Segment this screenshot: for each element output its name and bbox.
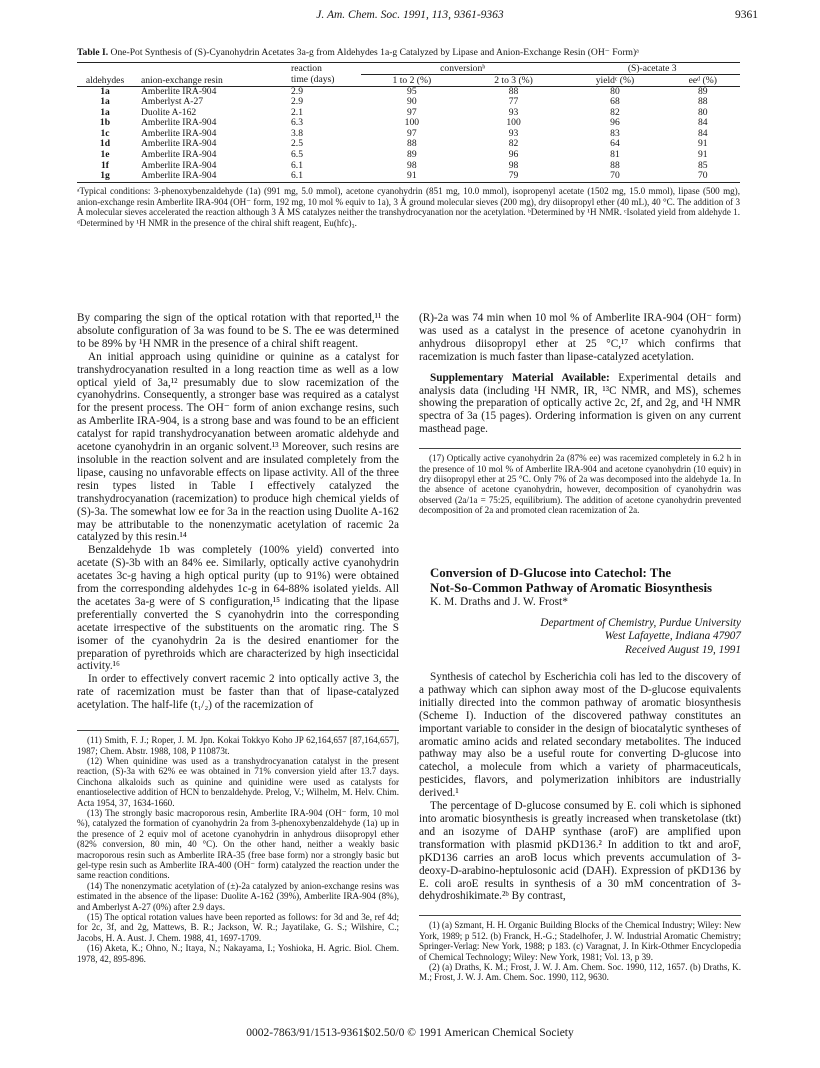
footnote: (2) (a) Draths, K. M.; Frost, J. W. J. Am. Chem. Soc. 1990, 112, 1657. (b) Draths, K. M.; Frost, J. W. J. Am. Chem. Soc. 1990, 112, 9630. [419,961,741,983]
footnote-17 [419,453,741,515]
table-label: Table I. [77,47,109,58]
supplementary-material [419,372,741,437]
table-cell: 88 [508,85,519,97]
table-cell: 91 [697,149,708,161]
table-cell: 88 [610,159,620,171]
table-caption-text: One-Pot Synthesis of (S)-Cyanohydrin Acetates 3a-g from Aldehydes 1a-g Catalyzed by Lipase and Anion-Exchange Resin (OH⁻ Form)ᵃ [110,47,639,58]
col-time: time (days) [291,74,335,86]
table-cell: 84 [697,127,708,139]
table-cell: 96 [508,149,519,161]
table-cell: 1b [99,117,111,129]
table-cell: 6.1 [291,170,303,182]
table-cell: 80 [697,106,708,118]
right-column [419,312,741,983]
table-cell: 98 [508,159,519,171]
table-cell: Amberlite IRA-904 [141,85,217,97]
table-cell: 1a [100,85,110,97]
data-table [77,62,740,183]
article-title [419,566,741,596]
table-cell: 97 [407,127,417,139]
table-cell: Amberlite IRA-904 [141,138,217,150]
table-cell: Amberlite IRA-904 [141,117,217,129]
table-cell: 70 [697,170,708,182]
table-cell: 70 [610,170,620,182]
page-footer: 0002-7863/91/1513-9361$02.50/0 © 1991 American Chemical Society [246,1027,574,1039]
table-cell: 1a [100,96,110,108]
footnotes-right [419,920,741,982]
table-cell: 1d [99,138,111,150]
table-cell: 82 [508,138,519,150]
footnote-rule [419,448,741,449]
table-cell: 77 [508,96,519,108]
table-cell: Amberlite IRA-904 [141,149,217,161]
col-yield: yieldᶜ (%) [595,74,635,86]
col-conversion: conversionᵇ [361,62,564,74]
table-cell: 95 [407,85,417,97]
footnote: (15) The optical rotation values have been reported as follows: for 3d and 3e, ref 4d; for 2c, 3f, and 2g, Mattews, B. R.; Jackson, W. R.; Jayatilake, G. S.; Wilshire, C.; Jacobs, H. A. Aust. J. Chem. 1988, 41, 1697-1709. [77,912,399,943]
table-cell: Amberlyst A-27 [141,96,204,108]
table-cell: Duolite A-162 [141,106,197,118]
supplementary-label: Supplementary Material Available: [430,371,610,384]
footnote: (17) Optically active cyanohydrin 2a (87% ee) was racemized completely in 6.2 h in the presence of 10 mol % of Amberlite IRA-904 and acetone cyanohydrin (10 equiv) in dry diisopropyl ether at 25 °C. Only 7% of 2a was decomposed into the aldehyde 1a. In the absence of acetone cyanohydrin, however, decomposition of cyanohydrin was observed (2a/1a = 75:25, equilibrium). The addition of acetone cyanohydrin prevented decomposition of 2a and promoted clean racemization of 2a. [419,453,741,516]
table-cell: 1e [100,149,110,161]
col-acetate: (S)-acetate 3 [564,62,740,74]
table-row [77,171,740,182]
table-caption [77,47,740,59]
table-cell: 80 [610,85,620,97]
footnote-rule [77,730,399,731]
table-cell: 100 [506,117,521,129]
table-cell: 1a [100,106,110,118]
footnote: (13) The strongly basic macroporous resin, Amberlite IRA-904 (OH⁻ form, 10 mol %), catalyzed the formation of cyanohydrin 2a from 3-phenoxybenzaldehyde (1a) up in the presence of 2 equiv mol of acetone cyanohydrin in anhydrous diisopropyl ether (82% conversion, 80 min, 40 °C). On the other hand, neither a weakly basic macroporous resin such as Amberlite IRA-35 (free base form) nor a strongly basic but gel-type resin such as Amberlite IRA-400 (OH⁻ form) catalyzed the reaction under the same reaction conditions. [77,807,399,881]
table-cell: 2.1 [291,106,303,118]
table-cell: 6.3 [291,117,303,129]
table-cell: 91 [697,138,708,150]
footnote: (1) (a) Szmant, H. H. Organic Building Blocks of the Chemical Industry; Wiley: New York, 1989; p 512. (b) Franck, H.-G.; Stadelhofer, J. W. Industrial Aromatic Chemistry; Springer-Verlag: New York, 1988; p 183. (c) Varagnat, J. In Kirk-Othmer Encyclopedia of Chemical Technology; Wiley: New York, 1981; Vol. 13, p 39. [419,920,741,962]
table-cell: 3.8 [291,127,303,139]
table-cell: 64 [610,138,620,150]
table-cell: Amberlite IRA-904 [141,170,217,182]
table-cell: Amberlite IRA-904 [141,127,217,139]
affiliation-line: Department of Chemistry, Purdue University [540,616,741,629]
table-cell: 89 [697,85,708,97]
footnotes-left [77,735,399,964]
col-conv1: 1 to 2 (%) [392,74,432,86]
table-cell: 79 [508,170,519,182]
table-cell: 93 [508,127,519,139]
table-cell: 88 [407,138,417,150]
table-cell: 91 [407,170,417,182]
table-cell: 1f [101,159,109,171]
footnote: (16) Aketa, K.; Ohno, N.; Itaya, N.; Nakayama, I.; Yoshioka, H. Agric. Biol. Chem. 1978, 42, 895-896. [77,943,399,964]
journal-citation: J. Am. Chem. Soc. 1991, 113, 9361-9363 [316,9,504,21]
article-title-line: Conversion of D-Glucose into Catechol: The [430,565,672,580]
table-cell: 2.9 [291,96,303,108]
table-cell: 98 [407,159,417,171]
col-aldehydes: aldehydes [85,74,125,86]
col-reaction: reaction [291,62,322,74]
body-paragraph: The percentage of D-glucose consumed by E. coli which is siphoned into aromatic biosynthesis is greatly increased when transketolase (tkt) and an isozyme of DAHP synthase (aroF) are amplified upon transformation with plasmid pKD136.² In addition to tkt and aroF, pKD136 carries an aroB locus which prevents accumulation of 3-deoxy-D-arabino-heptulosonic acid (DAH). Expression of pKD136 by E. coli aroE results in synthesis of a 30 mM concentration of 3-dehydroshikimate.²ᵇ By contrast, [419,800,741,903]
table-1 [77,47,740,238]
table-cell: 1g [100,170,110,182]
col-conv2: 2 to 3 (%) [494,74,533,86]
body-paragraph: In order to effectively convert racemic 2 into optically active 3, the rate of racemization must be faster than that of lipase-catalyzed acetylation. The half-life (t₁/₂) of the racemization of [77,673,399,712]
affiliation-line: West Lafayette, Indiana 47907 [604,630,741,642]
table-cell: 2.5 [291,138,303,150]
authors: K. M. Draths and J. W. Frost* [430,595,569,608]
col-ee: eeᵈ (%) [688,74,717,86]
running-header [0,9,820,25]
page-number: 9361 [735,9,758,21]
table-cell: 97 [407,106,417,118]
table-cell: 85 [697,159,708,171]
table-cell: 93 [508,106,519,118]
body-paragraph: Benzaldehyde 1b was completely (100% yield) converted into acetate (S)-3b with an 84% ee. Similarly, optically active cyanohydrin acetates 3c-g having a high optical purity (up to 91%) were obtained from the corresponding aldehydes 1c-g in 64-88% isolated yields. All the acetates 3a-g were of S configuration,¹⁵ indicating that the lipase preferentially converted the S cyanohydrin into the corresponding acetate irrespective of the substituents on the aromatic ring. The S isomer of the cyanohydrin 2a is the desired enantiomer for the preparation of pyrethroids which are characterized by high insecticidal activity.¹⁶ [77,544,399,673]
affiliation [419,617,741,658]
body-paragraph: By comparing the sign of the optical rotation with that reported,¹¹ the absolute configuration of 3a was found to be S. The ee was determined to be 89% by ¹H NMR in the presence of a chiral shift reagent. [77,312,399,350]
left-column [77,312,399,964]
body-paragraph: Synthesis of catechol by Escherichia coli has led to the discovery of a pathway which can siphon away most of the D-glucose equivalents initially directed into the common pathway of aromatic biosynthesis (Scheme I). Induction of the discovered pathway constitutes an important variable to consider in the design of biocatalytic syntheses of aromatic amino acids and related secondary metabolites. The induced pathway may also be a useful route for converting D-glucose into catechol, a molecule from which a variety of pharmaceuticals, pesticides, flavors, and polymerization inhibitors are industrially derived.¹ [419,671,741,800]
table-cell: 81 [610,149,620,161]
table-cell: 88 [697,96,708,108]
table-cell: 90 [407,96,417,108]
table-cell: 6.1 [291,159,303,171]
table-cell: 83 [610,127,620,139]
body-paragraph: An initial approach using quinidine or quinine as a catalyst for transhydrocyanation resulted in a long reaction time as well as a low optical yield of 3a,¹² presumably due to slow racemization of the cyanohydrins. Consequently, a stronger base was required as a catalyst for the present process. The OH⁻ form of anion exchange resins, such as Amberlite IRA-904, is a strong base and was found to be an efficient catalyst for rapid transhydrocyanation between aromatic aldehyde and acetone cyanohydrin in an organic solvent.¹³ Moreover, such resins are insoluble in the reaction solvent and are insulated completely from the lipase, causing no unfavorable effects on lipase activity. All of the three resin types listed in Table I effectively catalyzed the transhydrocyanation (racemization) to produce high chemical yields of (S)-3a. The somewhat low ee for 3a in the reaction using Duolite A-162 may be attributable to the nonenzymatic acetylation of racemic 2a catalyzed by this resin.¹⁴ [77,350,399,544]
received-date: Received August 19, 1991 [625,643,741,656]
table-cell: 96 [610,117,620,129]
table-cell: 68 [610,96,620,108]
table-cell: 6.5 [291,149,303,161]
table-body [77,86,740,182]
table-cell: 2.9 [291,85,303,97]
table-cell: 100 [404,117,420,129]
footnote-rule [419,915,741,916]
table-cell: 84 [697,117,708,129]
table-cell: 82 [610,106,620,118]
supplementary-text: Experimental details and analysis data (including ¹H NMR, IR, ¹³C NMR, and MS), schemes showing the preparation of optically active 2c, 2f, and 2g, and ¹H NMR spectra of 3a (15 pages). Ordering information is given on any current masthead page. [419,371,742,436]
table-cell: 1c [100,127,110,139]
table-cell: Amberlite IRA-904 [141,159,217,171]
body-paragraph: (R)-2a was 74 min when 10 mol % of Amberlite IRA-904 (OH⁻ form) was used as a catalyst in the presence of acetone cyanohydrin in anhydrous diisopropyl ether at 25 °C,¹⁷ which confirms that racemization is much faster than lipase-catalyzed acetylation. [419,312,741,363]
footnote: (14) The nonenzymatic acetylation of (±)-2a catalyzed by anion-exchange resins was estimated in the absence of the lipase: Duolite A-162 (39%), Amberlite IRA-904 (8%), and Amberlyst A-27 (0%) after 2.9 days. [77,880,399,912]
footnote: (12) When quinidine was used as a transhydrocyanation catalyst in the present reaction, (S)-3a with 62% ee was obtained in 71% conversion yield after 13.7 days. Cinchona alkaloids such as quinine and quinidine were used as catalysts for enantioselective addition of HCN to benzaldehyde. Prelog, V.; Wilhelm, M. Helv. Chim. Acta 1954, 37, 1634-1660. [77,755,399,808]
col-resin: anion-exchange resin [141,74,223,86]
table-footnote: ᵃTypical conditions: 3-phenoxybenzaldehyde (1a) (991 mg, 5.0 mmol), acetone cyanohydrin (851 mg, 10.0 mmol), isopropenyl acetate (1502 mg, 15.0 mmol), lipase (500 mg), anion-exchange resin Amberlite IRA-904 (OH⁻ form, 192 mg, 10 mol % equiv to 1a), 3 Å ground molecular sieves (200 mg), dry diisopropyl ether (40 mL), 40 °C. The addition of 3 Å molecular sieves accelerated the reaction although 3 Å MS catalyzes neither the transhydrocyanation nor the acetylation. ᵇDetermined by ¹H NMR. ᶜIsolated yield from aldehyde 1. ᵈDetermined by ¹H NMR in the presence of the chiral shift reagent, Eu(hfc)₃. [77,185,740,228]
article-title-line: Not-So-Common Pathway of Aromatic Biosynthesis [430,580,712,595]
footnote: (11) Smith, F. J.; Roper, J. M. Jpn. Kokai Tokkyo Koho JP 62,164,657 [87,164,657], 1987; Chem. Abstr. 1988, 108, P 110873t. [77,735,399,756]
table-cell: 89 [407,149,417,161]
